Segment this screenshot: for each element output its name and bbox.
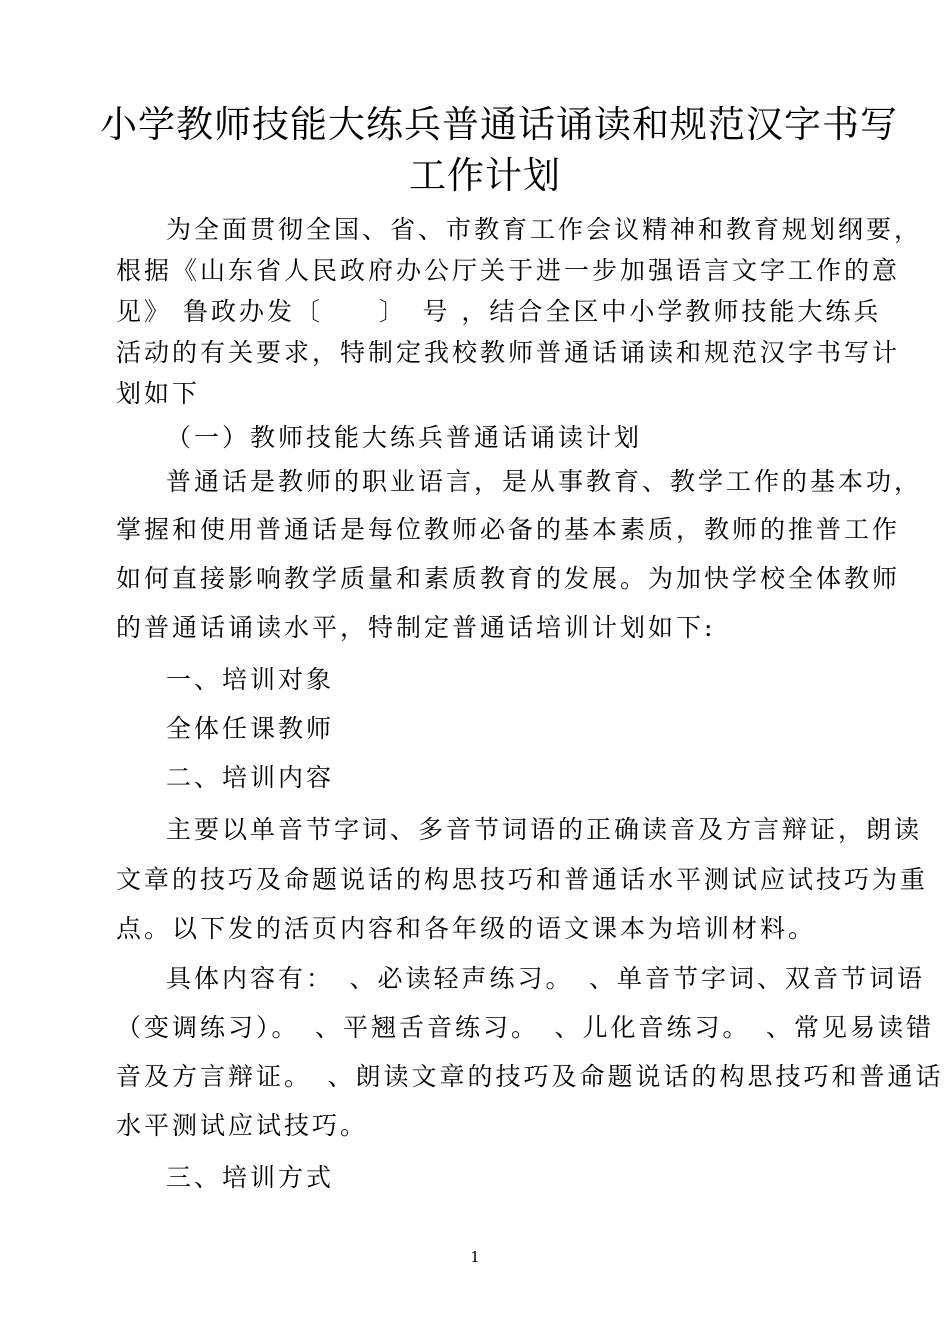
item-heading: 三、培训方式	[166, 1163, 335, 1192]
intro-line: 为全面贯彻全国、省、市教育工作会议精神和教育规划纲要，	[166, 215, 923, 244]
paragraph-line: 具体内容有： 、必读轻声练习。 、单音节字词、双音节词语	[166, 964, 926, 993]
item-content: 全体任课教师	[166, 714, 335, 743]
item-heading: 二、培训内容	[166, 763, 335, 792]
paragraph-line: 点。以下发的活页内容和各年级的语文课本为培训材料。	[116, 914, 817, 943]
paragraph-line: （变调练习）。 、平翘舌音练习。 、儿化音练习。 、常见易读错	[116, 1013, 935, 1042]
paragraph-line: 主要以单音节字词、多音节词语的正确读音及方言辩证，朗读	[166, 815, 923, 844]
document-title-line-2: 工作计划	[409, 154, 561, 197]
document-title-line-1: 小学教师技能大练兵普通话诵读和规范汉字书写	[100, 103, 898, 146]
item-heading: 一、培训对象	[166, 665, 335, 694]
paragraph-line: 水平测试应试技巧。	[116, 1111, 369, 1140]
paragraph-line: 如何直接影响教学质量和素质教育的发展。为加快学校全体教师	[116, 564, 901, 593]
section-heading: （一）教师技能大练兵普通话诵读计划	[166, 423, 643, 452]
paragraph-line: 文章的技巧及命题说话的构思技巧和普通话水平测试应试技巧为重	[116, 865, 929, 894]
intro-line: 划如下	[116, 379, 201, 408]
paragraph-line: 的普通话诵读水平，特制定普通话培训计划如下:	[116, 613, 716, 642]
paragraph-line: 音及方言辩证。 、朗读文章的技巧及命题说话的构思技巧和普通话	[116, 1062, 944, 1091]
intro-line: 见》 鲁政办发〔 〕 号 ，结合全区中小学教师技能大练兵	[116, 297, 882, 326]
intro-line: 根据《山东省人民政府办公厅关于进一步加强语言文字工作的意	[116, 256, 901, 285]
intro-line: 活动的有关要求，特制定我校教师普通话诵读和规范汉字书写计	[116, 338, 901, 367]
page-number: 1	[470, 1248, 480, 1266]
paragraph-line: 掌握和使用普通话是每位教师必备的基本素质，教师的推普工作	[116, 515, 901, 544]
paragraph-line: 普通话是教师的职业语言，是从事教育、教学工作的基本功，	[166, 467, 923, 496]
